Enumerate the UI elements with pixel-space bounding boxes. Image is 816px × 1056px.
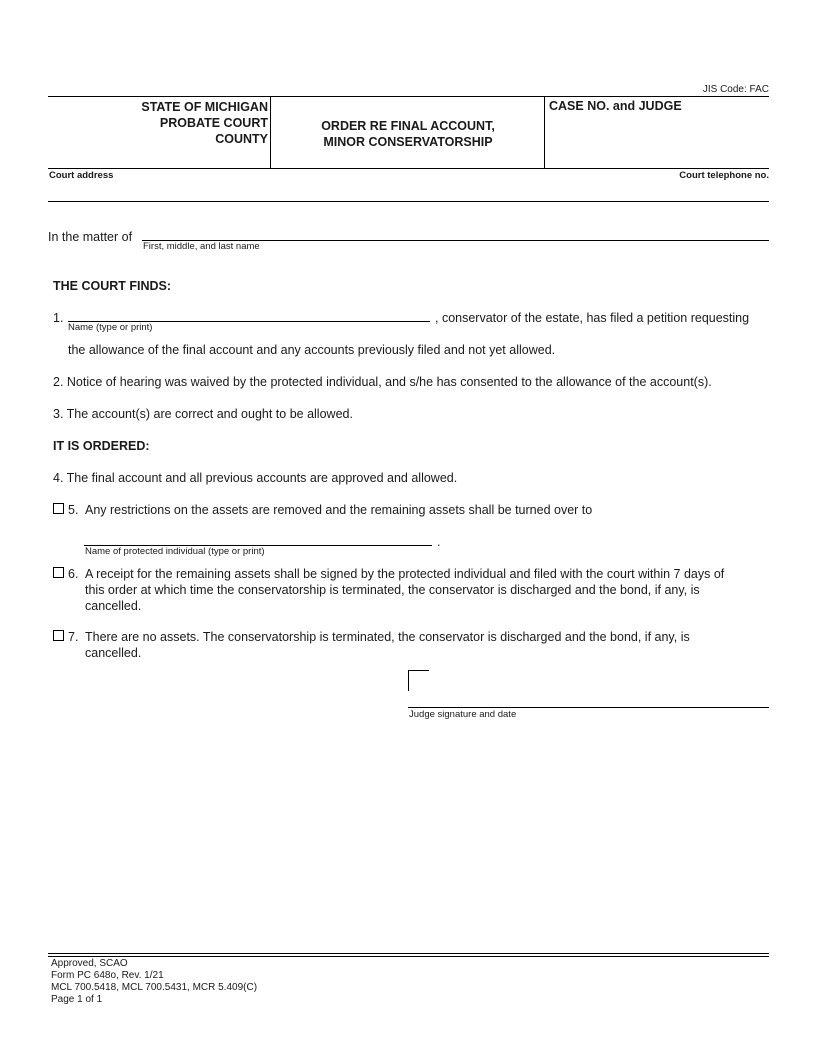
item7-checkbox[interactable] xyxy=(53,630,64,641)
item4-text: 4. The final account and all previous accounts are approved and allowed. xyxy=(53,471,458,485)
header-divider-left xyxy=(270,96,271,168)
item6-text-line3: cancelled. xyxy=(85,599,142,613)
judge-signature-label: Judge signature and date xyxy=(409,709,517,720)
court-address-label: Court address xyxy=(49,170,114,181)
ordered-heading: IT IS ORDERED: xyxy=(53,439,150,453)
item5-period: . xyxy=(437,535,441,549)
footer-statutes: MCL 700.5418, MCL 700.5431, MCR 5.409(C) xyxy=(51,982,258,993)
header-divider-right xyxy=(544,96,545,168)
item5-checkbox[interactable] xyxy=(53,503,64,514)
footer-rule-top xyxy=(48,953,769,954)
item2-text: 2. Notice of hearing was waived by the protected individual, and s/he has consented to the allowance of the account(s). xyxy=(53,375,712,389)
item7-number: 7. xyxy=(68,630,79,644)
footer-form-number: Form PC 648o, Rev. 1/21 xyxy=(51,970,164,981)
item6-number: 6. xyxy=(68,567,79,581)
court-address-field[interactable] xyxy=(48,201,769,202)
item7-text-line2: cancelled. xyxy=(85,646,142,660)
item3-text: 3. The account(s) are correct and ought to be allowed. xyxy=(53,407,353,421)
item1-number: 1. xyxy=(53,311,64,325)
conservator-name-sublabel: Name (type or print) xyxy=(68,322,153,333)
item1-text: , conservator of the estate, has filed a petition requesting xyxy=(435,311,750,325)
state-name: STATE OF MICHIGAN xyxy=(141,100,268,114)
item6-checkbox[interactable] xyxy=(53,567,64,578)
findings-heading: THE COURT FINDS: xyxy=(53,279,172,293)
court-telephone-label: Court telephone no. xyxy=(679,170,769,181)
matter-label: In the matter of xyxy=(48,230,133,244)
county-label: COUNTY xyxy=(215,132,268,146)
form-title-line1: ORDER RE FINAL ACCOUNT, xyxy=(321,119,495,133)
protected-individual-sublabel: Name of protected individual (type or print) xyxy=(85,546,265,557)
item5-number: 5. xyxy=(68,503,79,517)
form-footer xyxy=(51,958,257,1006)
header-bottom-rule xyxy=(48,168,769,169)
item5-text: Any restrictions on the assets are removed and the remaining assets shall be turned over to xyxy=(85,503,593,517)
item1-text-line2: the allowance of the final account and any accounts previously filed and not yet allowed. xyxy=(68,343,556,357)
footer-rule-bottom xyxy=(48,956,769,957)
item6-text-line2: this order at which time the conservatorship is terminated, the conservator is discharged and the bond, if any, is xyxy=(85,583,700,597)
footer-approved: Approved, SCAO xyxy=(51,958,128,969)
header-top-rule xyxy=(48,96,769,97)
judge-signature-field[interactable] xyxy=(408,707,769,708)
form-title-line2: MINOR CONSERVATORSHIP xyxy=(323,135,493,149)
form-title xyxy=(272,118,544,150)
court-name: PROBATE COURT xyxy=(159,116,268,130)
matter-name-sublabel: First, middle, and last name xyxy=(143,241,260,252)
case-number-field[interactable]: CASE NO. and JUDGE xyxy=(549,99,682,113)
footer-page-number: Page 1 of 1 xyxy=(51,994,103,1005)
court-identification xyxy=(48,99,268,147)
item7-text-line1: There are no assets. The conservatorship is terminated, the conservator is discharged and the bond, if any, is xyxy=(85,630,690,644)
jis-code: JIS Code: FAC xyxy=(702,84,769,95)
item6-text-line1: A receipt for the remaining assets shall be signed by the protected individual and filed with the court within 7 days of xyxy=(85,567,725,581)
signature-corner-mark xyxy=(408,670,429,691)
